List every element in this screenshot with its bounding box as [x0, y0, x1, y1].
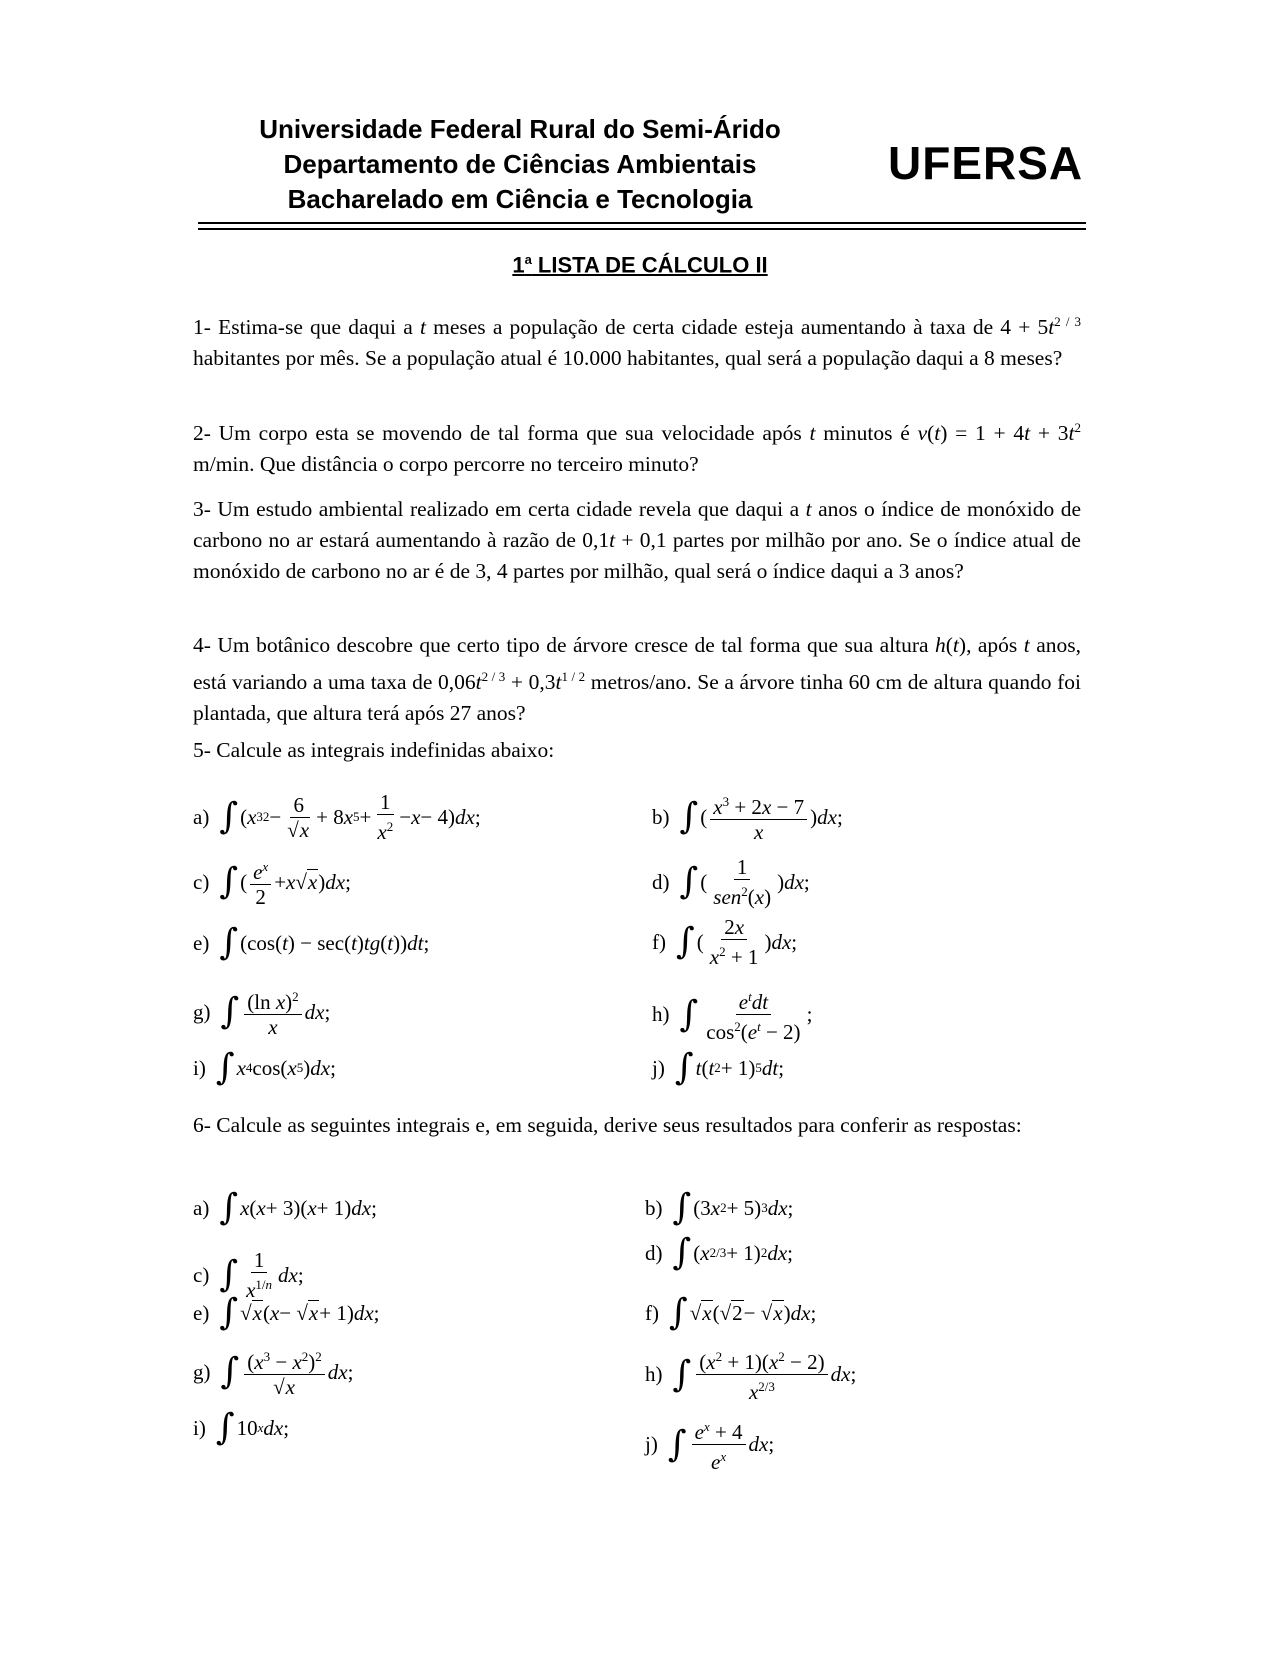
- q6-c: c) ∫ $\frac{1}{x^{1/n}}$ dx ;: [193, 1248, 304, 1302]
- q6-g: g) ∫ $\frac{(x^3 - x^2)^2}{√x}$ dx ;: [193, 1345, 353, 1399]
- question-2: 2- Um corpo esta se movendo de tal forma que sua velocidade após t minutos é $v(t) = 1 + 4t + 3t^2$ m/min. Que distância o corpo percorre no terceiro minuto?: [193, 420, 1081, 477]
- header-rule-top: [198, 222, 1086, 224]
- department-name: Departamento de Ciências Ambientais: [283, 149, 757, 179]
- q6-i: i) ∫ 10 x dx ;: [193, 1407, 290, 1448]
- header-rule-bottom: [198, 228, 1086, 230]
- question-3: 3- Um estudo ambiental realizado em certa cidade revela que daqui a t anos o índice de monóxido de carbono no ar estará aumentando à razão de 0,1t + 0,1 partes por milhão por ano. Se o índice atual de monóxido de carbono no ar é de 3, 4 partes por milhão, qual será o índice daqui a 3 anos?: [193, 497, 1081, 583]
- ufersa-logo: UFERSA: [888, 137, 1084, 189]
- question-6-heading: 6- Calcule as seguintes integrais e, em seguida, derive seus resultados para conferir as respostas:: [193, 1113, 1022, 1137]
- q6-d: d) ∫ ( x 2/3 + 1) 2 dx ;: [645, 1232, 793, 1273]
- q6-a: a) ∫ x ( x + 3)( x + 1) dx ;: [193, 1187, 377, 1228]
- q5-d: d) ∫ ( $\frac{1}{sen^2(x)}$ ) dx ;: [652, 855, 810, 909]
- q5-b: b) ∫ ( $\frac{x^3 + 2x - 7}{x}$ ) dx ;: [652, 790, 843, 844]
- q5-g: g) ∫ $\frac{(\ln x)^2}{x}$ dx ;: [193, 985, 330, 1039]
- q5-a: a) ∫ ( x 32 − $\frac{6}{√x}$ + 8 x 5 + $\frac{1}{x^2}$ − x − 4) dx ;: [193, 790, 481, 844]
- page-title: 1$^a$ LISTA DE CÁLCULO II: [512, 252, 768, 278]
- q6-e: e) ∫ √ x ( x − √ x + 1) dx ;: [193, 1292, 380, 1333]
- question-1: 1- Estima-se que daqui a t meses a população de certa cidade esteja aumentando à taxa de $4 + 5t^{2 / 3}$ habitantes por mês. Se a população atual é 10.000 habitantes, qual será a população daqui a 8 meses?: [193, 314, 1081, 371]
- q6-f: f) ∫ √ x (√ 2 − √ x ) dx ;: [645, 1292, 817, 1333]
- program-name: Bacharelado em Ciência e Tecnologia: [287, 184, 753, 214]
- q5-e: e) ∫ (cos( t ) − sec( t ) tg ( t )) dt ;: [193, 922, 430, 963]
- question-5-heading: 5- Calcule as integrais indefinidas abaixo:: [193, 738, 555, 762]
- q6-j: j) ∫ $\frac{e^x + 4}{e^x}$ dx ;: [645, 1415, 774, 1474]
- q6-b: b) ∫ (3 x 2 + 5) 3 dx ;: [645, 1187, 794, 1228]
- q5-f: f) ∫ ( $\frac{2x}{x^2 + 1}$ ) dx ;: [652, 915, 798, 969]
- q6-h: h) ∫ $\frac{(x^2 + 1)(x^2 - 2)}{x^{2/3}}$ dx ;: [645, 1345, 856, 1404]
- q5-c: c) ∫ ( $\frac{e^x}{2}$ + x √ x ) dx ;: [193, 855, 351, 909]
- institution-header: [240, 112, 800, 217]
- q5-i: i) ∫ x 4 cos( x 5 ) dx ;: [193, 1047, 336, 1088]
- university-name: Universidade Federal Rural do Semi-Árido: [259, 114, 781, 144]
- q5-h: h) ∫ $\frac{e^tdt}{\cos^2(e^t - 2)}$ ;: [652, 985, 812, 1044]
- question-4: 4- Um botânico descobre que certo tipo de árvore cresce de tal forma que sua altura h(t), após t anos, está variando a uma taxa de $0,06t^{2 / 3} + 0,3t^{1 / 2}$ metros/ano. Se a árvore tinha 60 cm de altura quando foi plantada, que altura terá após 27 anos?: [193, 633, 1081, 726]
- q5-j: j) ∫ t ( t 2 + 1) 5 dt ;: [652, 1047, 785, 1088]
